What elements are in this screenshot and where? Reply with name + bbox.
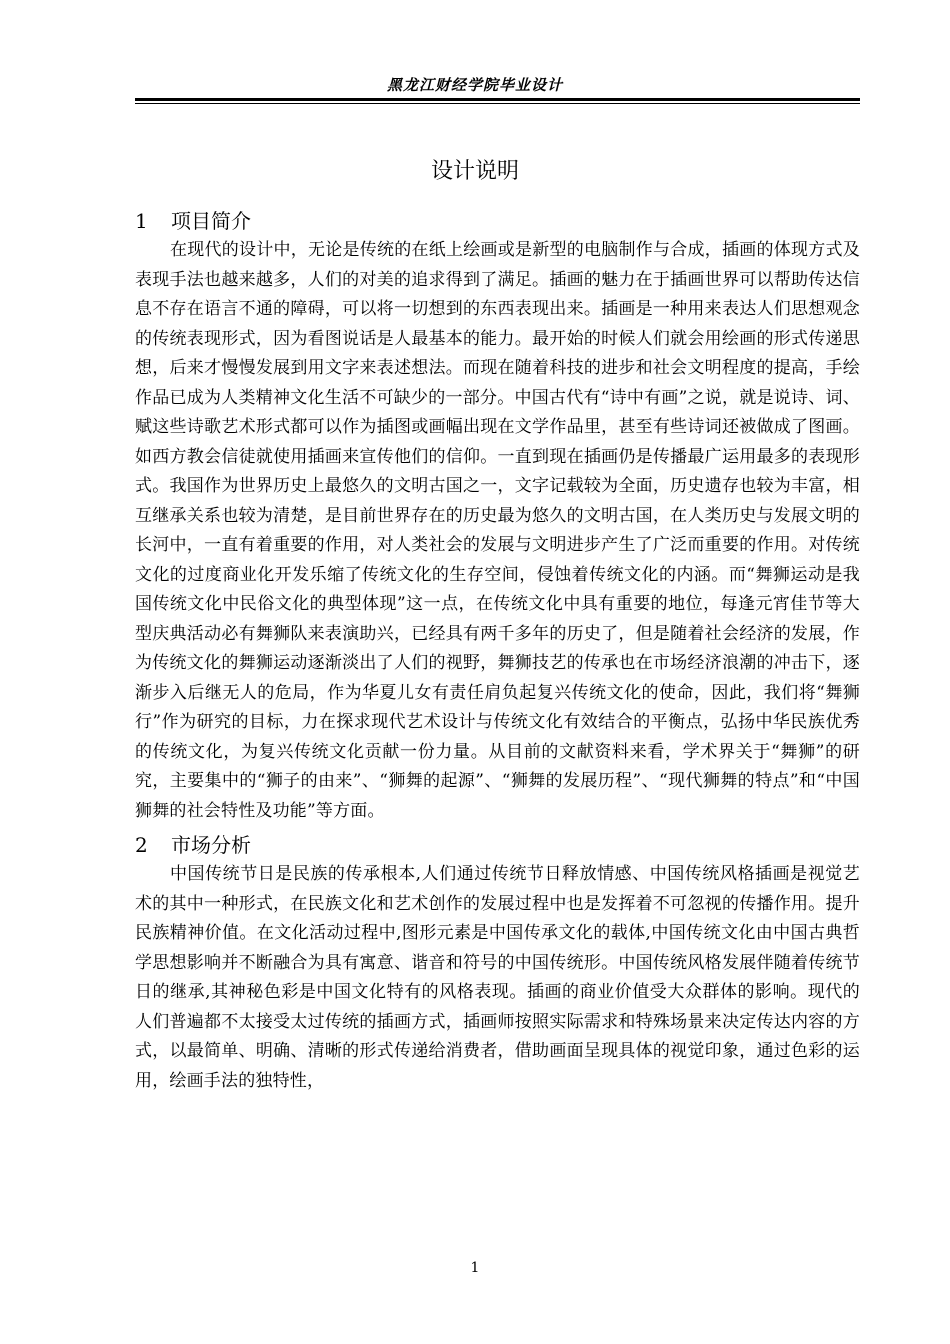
- section-paragraph-2: 中国传统节日是民族的传承根本,人们通过传统节日释放情感、中国传统风格插画是视觉艺术的其中一种形式，在民族文化和艺术创作的发展过程中也是发挥着不可忽视的传播作用。提升民族精神价值。在文化活动过程中,图形元素是中国传承文化的载体,中国传统文化由中国古典哲学思想影响并不断融合为具有寓意、谐音和符号的中国传统形。中国传统风格发展伴随着传统节日的继承,其神秘色彩是中国文化特有的风格表现。插画的商业价值受大众群体的影响。现代的人们普遍都不太接受太过传统的插画方式，插画师按照实际需求和特殊场景来决定传达内容的方式，以最简单、明确、清晰的形式传递给消费者，借助画面呈现具体的视觉印象，通过色彩的运用，绘画手法的独特性，: [135, 864, 860, 1091]
- section-title: 项目简介: [171, 209, 251, 233]
- page-number: 1: [470, 1260, 480, 1276]
- header-rule-thick: [135, 98, 860, 101]
- section-heading-1: [135, 206, 860, 236]
- body-content: [0, 206, 860, 1096]
- section-title: 市场分析: [171, 833, 251, 857]
- header-rule-thin: [135, 103, 860, 104]
- section-number: 1: [135, 209, 148, 233]
- section-number: 2: [135, 833, 148, 857]
- section-heading-2: [135, 830, 860, 860]
- running-header: 黑龙江财经学院毕业设计: [386, 76, 563, 94]
- section-paragraph-1: 在现代的设计中，无论是传统的在纸上绘画或是新型的电脑制作与合成，插画的体现方式及表现手法也越来越多，人们的对美的追求得到了满足。插画的魅力在于插画世界可以帮助传达信息不存在语言不通的障碍，可以将一切想到的东西表现出来。插画是一种用来表达人们思想观念的传统表现形式，因为看图说话是人最基本的能力。最开始的时候人们就会用绘画的形式传递思想，后来才慢慢发展到用文字来表述想法。而现在随着科技的进步和社会文明程度的提高，手绘作品已成为人类精神文化生活不可缺少的一部分。中国古代有“诗中有画”之说，就是说诗、词、赋这些诗歌艺术形式都可以作为插图或画幅出现在文学作品里，甚至有些诗词还被做成了图画。如西方教会信徒就使用插画来宣传他们的信仰。一直到现在插画仍是传播最广运用最多的表现形式。我国作为世界历史上最悠久的文明古国之一，文字记载较为全面，历史遗存也较为丰富，相互继承关系也较为清楚，是目前世界存在的历史最为悠久的文明古国，在人类历史与发展文明的长河中，一直有着重要的作用，对人类社会的发展与文明进步产生了广泛而重要的作用。对传统文化的过度商业化开发乐缩了传统文化的生存空间，侵蚀着传统文化的内涵。而“舞狮运动是我国传统文化中民俗文化的典型体现”这一点，在传统文化中具有重要的地位，每逢元宵佳节等大型庆典活动必有舞狮队来表演助兴，已经具有两千多年的历史了，但是随着社会经济的发展，作为传统文化的舞狮运动逐渐淡出了人们的视野，舞狮技艺的传承也在市场经济浪潮的冲击下，逐渐步入后继无人的危局，作为华夏儿女有责任肩负起复兴传统文化的使命，因此，我们将“舞狮行”作为研究的目标，力在探求现代艺术设计与传统文化有效结合的平衡点，弘扬中华民族优秀的传统文化，为复兴传统文化贡献一份力量。从目前的文献资料来看，学术界关于“舞狮”的研究，主要集中的“狮子的由来”、“狮舞的起源”、“狮舞的发展历程”、“现代狮舞的特点”和“中国狮舞的社会特性及功能”等方面。: [135, 240, 860, 821]
- document-title: 设计说明: [430, 159, 519, 184]
